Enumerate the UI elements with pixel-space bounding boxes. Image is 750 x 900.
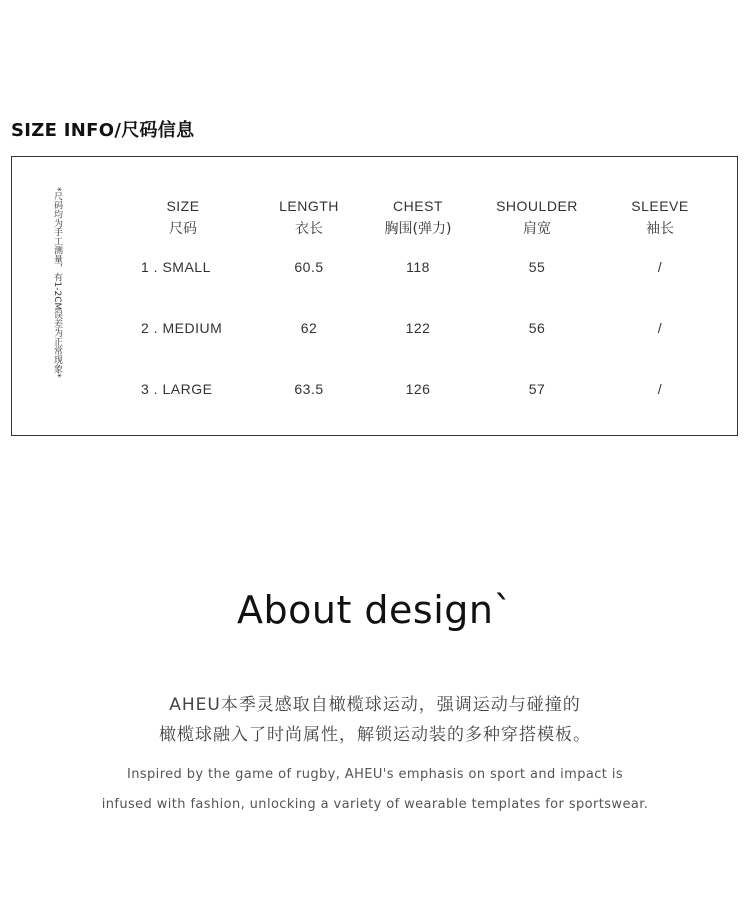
size-cell: 3 . LARGE (141, 381, 213, 397)
column-header-cn: 衣长 (295, 221, 323, 237)
size-cell: 2 . MEDIUM (141, 320, 223, 336)
size-cell: 1 . SMALL (141, 259, 211, 275)
sleeve-cell: / (657, 381, 663, 397)
column-header-cn: 胸围(弹力) (384, 221, 452, 237)
sleeve-cell: / (657, 320, 663, 336)
column-header-en: LENGTH (279, 198, 339, 214)
description-cn-line-2: 橄榄球融入了时尚属性，解锁运动装的多种穿搭模板。 (159, 725, 591, 745)
column-header-length (264, 198, 354, 238)
column-header-cn: 肩宽 (523, 221, 551, 237)
about-design-title: About design` (237, 588, 513, 632)
shoulder-cell: 56 (528, 320, 546, 336)
column-header-shoulder (482, 198, 592, 238)
chest-cell: 126 (405, 381, 431, 397)
sleeve-cell: / (657, 259, 663, 275)
column-header-sleeve (610, 198, 710, 238)
description-cn-line-1: AHEU本季灵感取自橄榄球运动，强调运动与碰撞的 (169, 695, 581, 715)
column-header-en: SIZE (166, 198, 200, 214)
size-info-heading: SIZE INFO/尺码信息 (11, 120, 195, 141)
length-cell: 60.5 (294, 259, 324, 275)
measurement-note (50, 187, 64, 412)
description-en-line-2: infused with fashion, unlocking a variety of wearable templates for sportswear. (101, 797, 649, 812)
size-table (11, 156, 738, 436)
column-header-en: SHOULDER (496, 198, 578, 214)
measurement-note-text: *尺码均为手工测量，有1-2CM误差为正常现象* (52, 187, 62, 378)
column-header-en: CHEST (393, 198, 443, 214)
shoulder-cell: 57 (528, 381, 546, 397)
column-header-size (143, 198, 223, 238)
chest-cell: 118 (406, 259, 430, 275)
column-header-cn: 尺码 (169, 221, 197, 237)
column-header-en: SLEEVE (631, 198, 689, 214)
shoulder-cell: 55 (528, 259, 546, 275)
length-cell: 62 (300, 320, 318, 336)
column-header-cn: 袖长 (646, 221, 674, 237)
chest-cell: 122 (405, 320, 431, 336)
length-cell: 63.5 (294, 381, 324, 397)
description-en-line-1: Inspired by the game of rugby, AHEU's emphasis on sport and impact is (126, 767, 624, 782)
column-header-chest (363, 198, 473, 238)
